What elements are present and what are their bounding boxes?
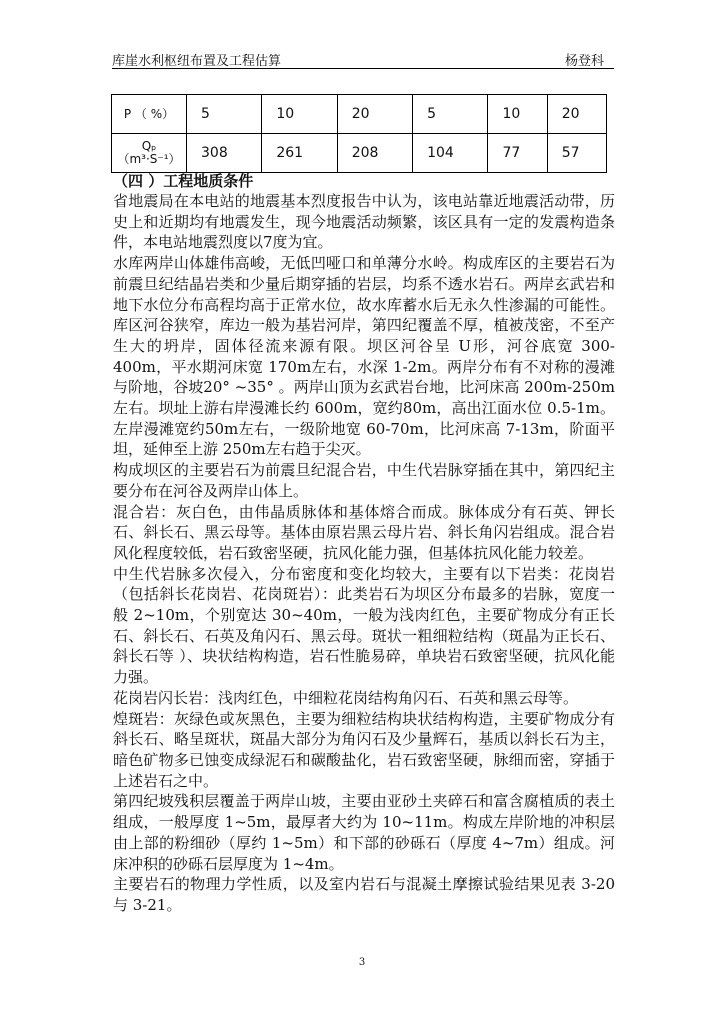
table-cell: 261 bbox=[262, 134, 337, 173]
table-row bbox=[112, 134, 607, 173]
table-cell: 104 bbox=[413, 134, 488, 173]
table-cell: 20 bbox=[547, 95, 606, 134]
page-header bbox=[112, 50, 614, 69]
discharge-table bbox=[111, 94, 607, 173]
table-cell: 57 bbox=[547, 134, 606, 173]
paragraph-lamprophyre: 煌斑岩：灰绿色或灰黑色，主要为细粒结构块状结构构造，主要矿物成分有斜长石、略呈斑状，斑晶大部分为角闪石及少量辉石，基质以斜长石为主，暗色矿物多已蚀变成绿泥石和碳酸盐化，岩石致密坚硬，脉细而密，穿插于上述岩石之中。 bbox=[113, 709, 615, 790]
table-cell: 308 bbox=[187, 134, 262, 173]
paragraph-quaternary: 第四纪坡残积层覆盖于两岸山坡，主要由亚砂土夹碎石和富含腐植质的表土组成，一般厚度 1~5m，最厚者大约为 10~11m。构成左岸阶地的冲积层由上部的粉细砂（厚约 1~5m）和下部的砂砾石（厚度 4~7m）组成。河床冲积的砂砾石层厚度为 1~4m。 bbox=[113, 792, 615, 873]
table-row-header: P （ %） bbox=[112, 95, 187, 134]
document-title: 库崖水利枢纽布置及工程估算 bbox=[112, 54, 282, 69]
table-row-header: Qₚ （m³·S⁻¹） bbox=[112, 134, 187, 173]
table-cell: 5 bbox=[187, 95, 262, 134]
paragraph-migmatite: 混合岩：灰白色，由伟晶质脉体和基体熔合而成。脉体成分有石英、钾长石、斜长石、黑云母等。基体由原岩黑云母片岩、斜长角闪岩组成。混合岩风化程度较低，岩石致密坚硬，抗风化能力强，但基体抗风化能力较差。 bbox=[113, 502, 615, 562]
paragraph-granodiorite: 花岗岩闪长岩：浅肉红色，中细粒花岗结构角闪石、石英和黑云母等。 bbox=[113, 688, 579, 707]
page-number: 3 bbox=[358, 957, 366, 968]
table-cell: 20 bbox=[337, 95, 412, 134]
author-name: 杨登科 bbox=[564, 54, 604, 69]
paragraph-reservoir: 水库两岸山体雄伟高峻，无低凹哑口和单薄分水岭。构成库区的主要岩石为前震旦纪结晶岩类和少量后期穿插的岩层，均系不透水岩石。两岸玄武岩和地下水位分布高程均高于正常水位，故水库蓄水后无永久性渗漏的可能性。库区河谷狭窄，库边一般为基岩河岸，第四纪覆盖不厚，植被茂密，不至产生大的坍岸，固体径流来源有限。坝区河谷呈 U形，河谷底宽 300-400m，平水期河床宽 170m左右，水深 1-2m。两岸分布有不对称的漫滩与阶地，谷坡20° ~35° 。两岸山顶为玄武岩台地，比河床高 200m-250m左右。坝址上游右岸漫滩长约 600m，宽约80m，高出江面水位 0.5-1m。左岸漫滩宽约50m左右，一级阶地宽 60-70m，比河床高 7-13m，阶面平坦，延伸至上游 250m左右趋于尖灭。 bbox=[113, 254, 615, 459]
section-content bbox=[113, 171, 615, 916]
table-cell: 10 bbox=[488, 95, 547, 134]
table-cell: 5 bbox=[413, 95, 488, 134]
table-cell: 77 bbox=[488, 134, 547, 173]
paragraph-dam-rocks: 构成坝区的主要岩石为前震旦纪混合岩，中生代岩脉穿插在其中，第四纪主要分布在河谷及两岸山体上。 bbox=[113, 461, 615, 500]
paragraph-granite: 中生代岩脉多次侵入，分布密度和变化均较大，主要有以下岩类：花岗岩（包括斜长花岗岩、花岗斑岩）：此类岩石为坝区分布最多的岩脉，宽度一般 2~10m，个别宽达 30~40m，一般为浅肉红色，主要矿物成分有正长石、斜长石、石英及角闪石、黑云母。斑状一粗细粒结构（斑晶为正长石、斜长石等 ）、块状结构构造，岩石性脆易碎，单块岩石致密坚硬，抗风化能力强。 bbox=[113, 564, 615, 687]
table-cell: 10 bbox=[262, 95, 337, 134]
section-heading: （四 ）工程地质条件 bbox=[113, 172, 254, 190]
table-row bbox=[112, 95, 607, 134]
paragraph-seismic: 省地震局在本电站的地震基本烈度报告中认为，该电站靠近地震活动带，历史上和近期均有地震发生，现今地震活动频繁，该区具有一定的发震构造条件，本电站地震烈度以7度为宜。 bbox=[113, 192, 615, 252]
paragraph-reference: 主要岩石的物理力学性质，以及室内岩石与混凝土摩擦试验结果见表 3-20与 3-21。 bbox=[113, 875, 615, 914]
table-cell: 208 bbox=[337, 134, 412, 173]
